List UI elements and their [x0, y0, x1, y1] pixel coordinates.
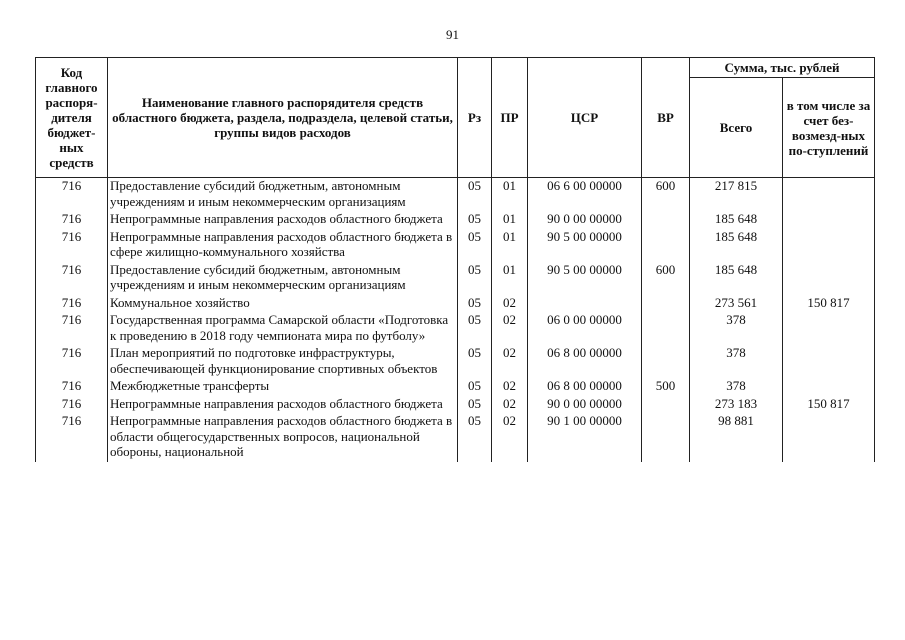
- table-row: [36, 295, 875, 313]
- cell-name: Непрограммные направления расходов областного бюджета: [108, 396, 458, 414]
- cell-code: 716: [36, 229, 108, 262]
- cell-csr: 90 1 00 00000: [528, 413, 642, 462]
- cell-total: 378: [690, 345, 783, 378]
- table-body: [36, 178, 875, 462]
- cell-vr: [642, 295, 690, 313]
- cell-vr: [642, 211, 690, 229]
- budget-table: [35, 57, 875, 462]
- cell-total: 378: [690, 378, 783, 396]
- cell-code: 716: [36, 295, 108, 313]
- cell-name: План мероприятий по подготовке инфраструктуры, обеспечивающей функционирование спортивных объектов: [108, 345, 458, 378]
- header-pr: ПР: [492, 58, 528, 178]
- table-row: [36, 229, 875, 262]
- table-row: [36, 378, 875, 396]
- cell-rz: 05: [458, 229, 492, 262]
- header-free: в том числе за счет без-возмезд-ных по-ступлений: [783, 78, 875, 178]
- cell-pr: 01: [492, 262, 528, 295]
- table-row: [36, 178, 875, 212]
- table-row: [36, 413, 875, 462]
- header-total: Всего: [690, 78, 783, 178]
- table-header: [36, 58, 875, 178]
- cell-pr: 02: [492, 396, 528, 414]
- cell-total: 185 648: [690, 229, 783, 262]
- cell-total: 273 561: [690, 295, 783, 313]
- table-row: [36, 312, 875, 345]
- cell-free: 150 817: [783, 295, 875, 313]
- cell-total: 217 815: [690, 178, 783, 212]
- cell-vr: 500: [642, 378, 690, 396]
- cell-code: 716: [36, 345, 108, 378]
- cell-free: [783, 229, 875, 262]
- cell-free: [783, 413, 875, 462]
- table-row: [36, 345, 875, 378]
- cell-pr: 02: [492, 413, 528, 462]
- cell-csr: 06 0 00 00000: [528, 312, 642, 345]
- cell-name: Межбюджетные трансферты: [108, 378, 458, 396]
- cell-vr: [642, 312, 690, 345]
- cell-name: Коммунальное хозяйство: [108, 295, 458, 313]
- cell-pr: 02: [492, 295, 528, 313]
- cell-total: 185 648: [690, 262, 783, 295]
- cell-pr: 01: [492, 229, 528, 262]
- cell-rz: 05: [458, 378, 492, 396]
- cell-csr: 06 6 00 00000: [528, 178, 642, 212]
- cell-code: 716: [36, 312, 108, 345]
- header-csr: ЦСР: [528, 58, 642, 178]
- cell-csr: 06 8 00 00000: [528, 345, 642, 378]
- cell-total: 378: [690, 312, 783, 345]
- cell-total: 273 183: [690, 396, 783, 414]
- cell-rz: 05: [458, 262, 492, 295]
- table-row: [36, 211, 875, 229]
- cell-rz: 05: [458, 413, 492, 462]
- cell-pr: 02: [492, 312, 528, 345]
- cell-vr: [642, 396, 690, 414]
- cell-free: [783, 345, 875, 378]
- cell-name: Непрограммные направления расходов областного бюджета в сфере жилищно-коммунального хозяйства: [108, 229, 458, 262]
- cell-total: 98 881: [690, 413, 783, 462]
- page-number: 91: [446, 27, 459, 42]
- cell-vr: [642, 413, 690, 462]
- table-row: [36, 262, 875, 295]
- header-rz: Рз: [458, 58, 492, 178]
- cell-pr: 02: [492, 378, 528, 396]
- cell-code: 716: [36, 396, 108, 414]
- table-row: [36, 396, 875, 414]
- cell-code: 716: [36, 413, 108, 462]
- cell-vr: [642, 229, 690, 262]
- cell-free: 150 817: [783, 396, 875, 414]
- cell-name: Государственная программа Самарской области «Подготовка к проведению в 2018 году чемпионата мира по футболу»: [108, 312, 458, 345]
- cell-free: [783, 178, 875, 212]
- cell-csr: 90 0 00 00000: [528, 211, 642, 229]
- header-code: Код главного распоря-дителя бюджет-ных средств: [36, 58, 108, 178]
- cell-pr: 02: [492, 345, 528, 378]
- cell-pr: 01: [492, 211, 528, 229]
- cell-code: 716: [36, 378, 108, 396]
- cell-rz: 05: [458, 345, 492, 378]
- cell-csr: 06 8 00 00000: [528, 378, 642, 396]
- cell-vr: 600: [642, 178, 690, 212]
- cell-name: Непрограммные направления расходов областного бюджета: [108, 211, 458, 229]
- cell-total: 185 648: [690, 211, 783, 229]
- cell-vr: 600: [642, 262, 690, 295]
- cell-free: [783, 211, 875, 229]
- cell-rz: 05: [458, 211, 492, 229]
- header-name: Наименование главного распорядителя средств областного бюджета, раздела, подраздела, целевой статьи, группы видов расходов: [108, 58, 458, 178]
- cell-rz: 05: [458, 396, 492, 414]
- cell-free: [783, 312, 875, 345]
- cell-name: Предоставление субсидий бюджетным, автономным учреждениям и иным некоммерческим организациям: [108, 178, 458, 212]
- cell-rz: 05: [458, 178, 492, 212]
- header-sum-group: Сумма, тыс. рублей: [690, 58, 875, 78]
- cell-pr: 01: [492, 178, 528, 212]
- cell-free: [783, 378, 875, 396]
- cell-rz: 05: [458, 312, 492, 345]
- cell-free: [783, 262, 875, 295]
- cell-vr: [642, 345, 690, 378]
- cell-code: 716: [36, 262, 108, 295]
- cell-rz: 05: [458, 295, 492, 313]
- cell-name: Непрограммные направления расходов областного бюджета в области общегосударственных вопросов, национальной обороны, национальной: [108, 413, 458, 462]
- cell-name: Предоставление субсидий бюджетным, автономным учреждениям и иным некоммерческим организациям: [108, 262, 458, 295]
- cell-code: 716: [36, 211, 108, 229]
- cell-csr: 90 0 00 00000: [528, 396, 642, 414]
- cell-csr: 90 5 00 00000: [528, 229, 642, 262]
- cell-code: 716: [36, 178, 108, 212]
- cell-csr: 90 5 00 00000: [528, 262, 642, 295]
- header-vr: ВР: [642, 58, 690, 178]
- cell-csr: [528, 295, 642, 313]
